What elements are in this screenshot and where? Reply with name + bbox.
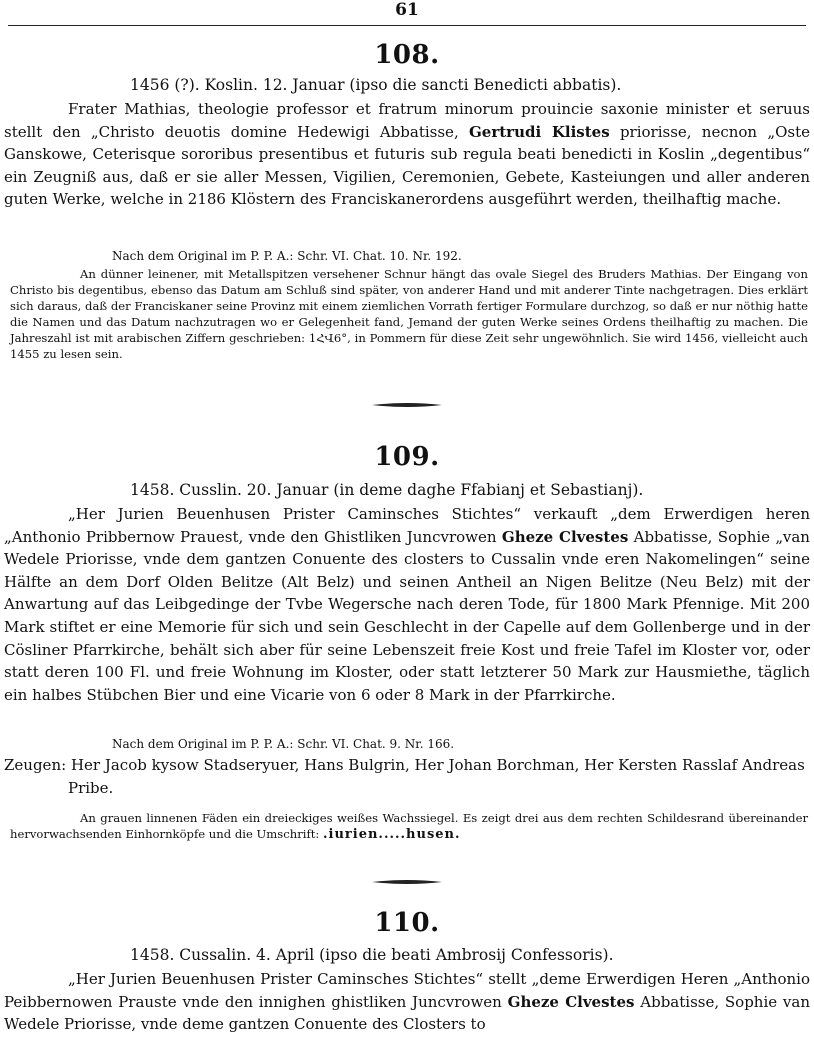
document-108-note: An dünner leinener, mit Metallspitzen versehener Schnur hängt das ovale Siegel des Bruders Mathias. Der Eingang von Christo bis degentibus, ebenso das Datum am Schluß sind später, von anderer Hand und mit anderer Tinte nachgetragen. Dies erklärt sich daraus, daß der Franciskaner seine Provinz mit einem ziemlichen Vorrath fertiger Formulare durchzog, so daß er nur nöthig hatte die Namen und das Datum nachzutragen wo er Gelegenheit fand, Jemand der guten Werke seines Ordens theilhaftig zu machen. Die Jahreszahl ist mit arabischen Ziffern geschrieben: 1ՀՎ6°, in Pommern für diese Zeit sehr ungewöhnlich. Sie wird 1456, vielleicht auch 1455 zu lesen sein.	[10, 267, 808, 361]
witnesses-list: Her Jacob kysow Stadseryuer, Hans Bulgrin, Her Johan Borchman, Her Kersten Rasslaf Andreas Pribe.	[68, 756, 805, 797]
header-rule	[8, 25, 806, 26]
document-109-body	[4, 503, 810, 706]
document-110-number: 110.	[374, 908, 440, 938]
seal-legend: .iurien.....husen.	[323, 827, 461, 842]
document-109-witnesses	[4, 754, 810, 799]
document-109-body-part1: „Her Jurien Beuenhusen Prister Caminsches Stichtes“ verkauft „dem Erwerdigen heren „Anthonio Pribbernow Prauest, vnde den Ghistliken Juncvrowen	[4, 505, 810, 546]
witnesses-label: Zeugen:	[4, 756, 67, 774]
document-110-body-part1: „Her Jurien Beuenhusen Prister Caminsches Stichtes“ stellt „deme Erwerdigen Heren „Anthonio Peibbernowen Prauste vnde den innighen ghistliken Juncvrowen	[4, 970, 810, 1011]
page-number: 61	[395, 0, 419, 20]
document-108-body-part1: Frater Mathias, theologie professor et fratrum minorum prouincie saxonie minister et seruus stellt den „Christo deuotis domine Hedewigi Abbatisse,	[4, 100, 810, 141]
document-109-source: Nach dem Original im P. P. A.: Schr. VI. Chat. 9. Nr. 166.	[112, 737, 455, 751]
document-108-heading: 1456 (?). Koslin. 12. Januar (ipso die sancti Benedicti abbatis).	[130, 76, 622, 94]
document-110-body-part2: Abbatisse, Sophie van Wedele Priorisse, vnde deme gantzen Conuente des Closters to	[4, 992, 810, 1034]
document-108-prioress-name: Gertrudi Klistes	[468, 122, 610, 141]
document-109-heading: 1458. Cusslin. 20. Januar (in deme daghe Ffabianj et Sebastianj).	[130, 481, 644, 499]
document-109-abbess-name: Gheze Clvestes	[501, 527, 629, 546]
document-110-body	[4, 968, 810, 1036]
document-108-source: Nach dem Original im P. P. A.: Schr. VI. Chat. 10. Nr. 192.	[112, 249, 462, 263]
document-110-heading: 1458. Cussalin. 4. April (ipso die beati Ambrosij Confessoris).	[130, 946, 614, 964]
document-108-number: 108.	[374, 40, 440, 70]
document-109-body-part2: Abbatisse, Sophie „van Wedele Priorisse, vnde dem gantzen Conuente des closters to Cussalin vnde eren Nakomelingen“ seine Hälfte an dem Dorf Olden Belitze (Alt Belz) und seinen Antheil an Nigen Belitze (Neu Belz) mit der Anwartung auf das Leibgedinge der Tvbe Wegersche nach deren Tode, für 1800 Mark Pfennige. Mit 200 Mark stiftet er eine Memorie für sich und sein Geschlecht in der Capelle auf dem Gollenberge und in der Cösliner Pfarrkirche, behält sich aber für seine Lebenszeit freie Kost und freie Tafel im Kloster vor, oder statt deren 100 Fl. und freie Wohnung im Kloster, oder statt letzterer 50 Mark zur Hausmiethe, täglich ein halbes Stübchen Bier und eine Vicarie von 6 oder 8 Mark in der Pfarrkirche.	[4, 527, 810, 704]
document-109-number: 109.	[374, 442, 440, 472]
document-108-body	[4, 98, 810, 211]
document-109-note-text: An grauen linnenen Fäden ein dreieckiges weißes Wachssiegel. Es zeigt drei aus dem rechten Schildesrand übereinander hervorwachsenden Einhornköpfe und die Umschrift:	[10, 811, 808, 841]
document-109-note	[10, 810, 808, 843]
document-108-body-part2: priorisse, necnon „Oste Ganskowe, Ceterisque sororibus presentibus et futuris sub regula beati benedicti in Koslin „degentibus“ ein Zeugniß aus, daß er sie aller Messen, Vigilien, Ceremonien, Gebete, Kasteiungen und aller anderen guten Werke, welche in 2186 Klöstern des Franciskanerordens ausgeführt werden, theilhaftig mache.	[4, 122, 811, 209]
document-110-abbess-name: Gheze Clvestes	[507, 992, 635, 1011]
